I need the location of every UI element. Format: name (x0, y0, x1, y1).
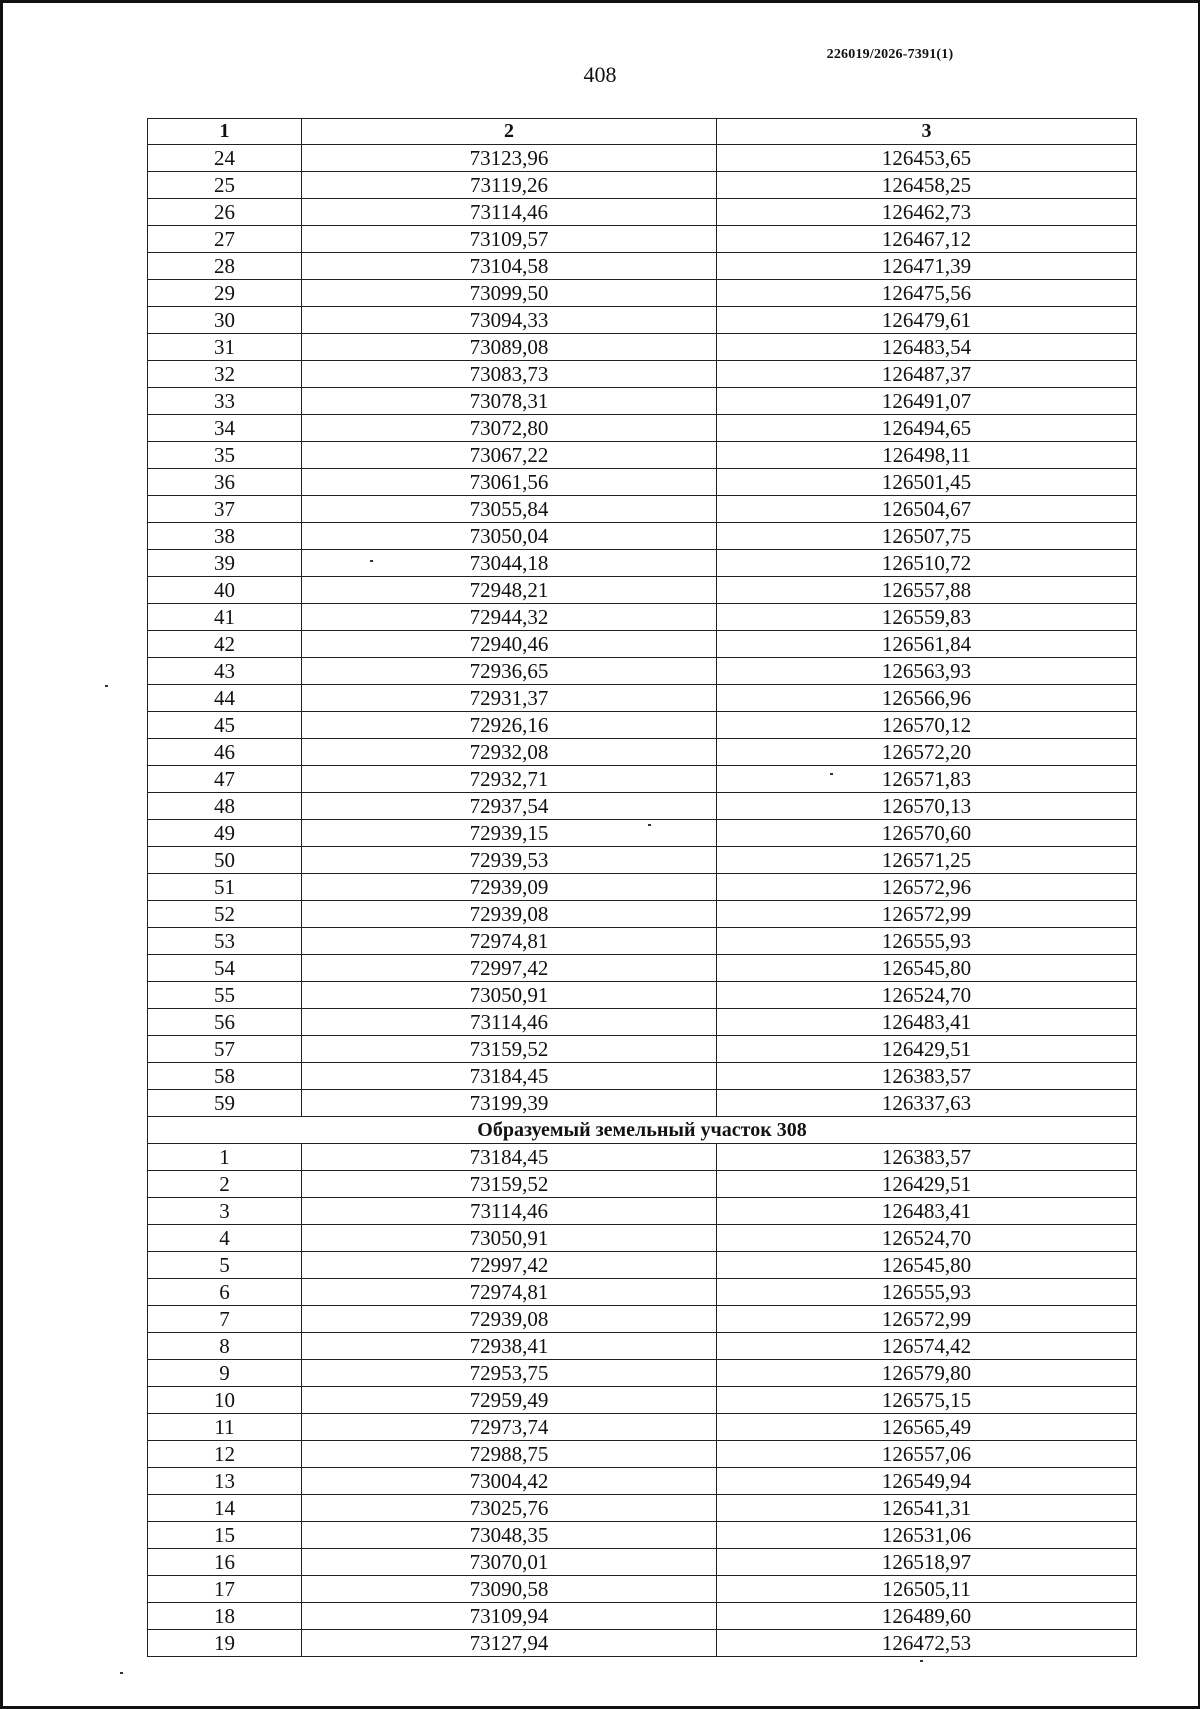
table-row (148, 550, 1137, 577)
x-coordinate-cell: 72939,08 (302, 901, 717, 928)
x-coordinate-cell: 72938,41 (302, 1333, 717, 1360)
table-row (148, 1630, 1137, 1657)
table-row (148, 280, 1137, 307)
x-coordinate-cell: 73159,52 (302, 1036, 717, 1063)
point-number-cell: 6 (148, 1279, 302, 1306)
point-number-cell: 3 (148, 1198, 302, 1225)
x-coordinate-cell: 73127,94 (302, 1630, 717, 1657)
x-coordinate-cell: 73004,42 (302, 1468, 717, 1495)
column-header-2: 2 (302, 119, 717, 145)
x-coordinate-cell: 72932,08 (302, 739, 717, 766)
table-row (148, 1576, 1137, 1603)
y-coordinate-cell: 126574,42 (717, 1333, 1137, 1360)
point-number-cell: 24 (148, 145, 302, 172)
x-coordinate-cell: 72948,21 (302, 577, 717, 604)
table-row (148, 469, 1137, 496)
table-body-part-2 (148, 1144, 1137, 1657)
y-coordinate-cell: 126579,80 (717, 1360, 1137, 1387)
table-row (148, 685, 1137, 712)
y-coordinate-cell: 126429,51 (717, 1171, 1137, 1198)
section-row (148, 1117, 1137, 1144)
y-coordinate-cell: 126531,06 (717, 1522, 1137, 1549)
x-coordinate-cell: 73061,56 (302, 469, 717, 496)
table-row (148, 1549, 1137, 1576)
y-coordinate-cell: 126541,31 (717, 1495, 1137, 1522)
table-row (148, 1603, 1137, 1630)
y-coordinate-cell: 126494,65 (717, 415, 1137, 442)
x-coordinate-cell: 72926,16 (302, 712, 717, 739)
table-row (148, 1495, 1137, 1522)
y-coordinate-cell: 126383,57 (717, 1063, 1137, 1090)
point-number-cell: 40 (148, 577, 302, 604)
table-row (148, 361, 1137, 388)
point-number-cell: 51 (148, 874, 302, 901)
point-number-cell: 37 (148, 496, 302, 523)
table-row (148, 766, 1137, 793)
point-number-cell: 52 (148, 901, 302, 928)
x-coordinate-cell: 73099,50 (302, 280, 717, 307)
table-row (148, 253, 1137, 280)
y-coordinate-cell: 126429,51 (717, 1036, 1137, 1063)
y-coordinate-cell: 126467,12 (717, 226, 1137, 253)
point-number-cell: 26 (148, 199, 302, 226)
table-row (148, 199, 1137, 226)
point-number-cell: 56 (148, 1009, 302, 1036)
point-number-cell: 13 (148, 1468, 302, 1495)
y-coordinate-cell: 126471,39 (717, 253, 1137, 280)
table-row (148, 793, 1137, 820)
point-number-cell: 16 (148, 1549, 302, 1576)
point-number-cell: 38 (148, 523, 302, 550)
point-number-cell: 9 (148, 1360, 302, 1387)
x-coordinate-cell: 72973,74 (302, 1414, 717, 1441)
x-coordinate-cell: 72931,37 (302, 685, 717, 712)
point-number-cell: 5 (148, 1252, 302, 1279)
x-coordinate-cell: 73050,04 (302, 523, 717, 550)
x-coordinate-cell: 73114,46 (302, 1009, 717, 1036)
point-number-cell: 29 (148, 280, 302, 307)
table-row (148, 631, 1137, 658)
y-coordinate-cell: 126505,11 (717, 1576, 1137, 1603)
x-coordinate-cell: 73094,33 (302, 307, 717, 334)
table-row (148, 928, 1137, 955)
document-number: 226019/2026-7391(1) (826, 47, 954, 62)
x-coordinate-cell: 72936,65 (302, 658, 717, 685)
y-coordinate-cell: 126571,25 (717, 847, 1137, 874)
y-coordinate-cell: 126572,96 (717, 874, 1137, 901)
scan-speck (920, 1660, 923, 1662)
x-coordinate-cell: 73184,45 (302, 1144, 717, 1171)
table-row (148, 1441, 1137, 1468)
table-row (148, 658, 1137, 685)
y-coordinate-cell: 126462,73 (717, 199, 1137, 226)
point-number-cell: 19 (148, 1630, 302, 1657)
y-coordinate-cell: 126504,67 (717, 496, 1137, 523)
point-number-cell: 53 (148, 928, 302, 955)
y-coordinate-cell: 126501,45 (717, 469, 1137, 496)
y-coordinate-cell: 126565,49 (717, 1414, 1137, 1441)
section-title: Образуемый земельный участок 308 (148, 1117, 1137, 1144)
y-coordinate-cell: 126458,25 (717, 172, 1137, 199)
y-coordinate-cell: 126572,99 (717, 901, 1137, 928)
x-coordinate-cell: 72939,09 (302, 874, 717, 901)
x-coordinate-cell: 73055,84 (302, 496, 717, 523)
y-coordinate-cell: 126483,54 (717, 334, 1137, 361)
table-row (148, 1387, 1137, 1414)
table-row (148, 982, 1137, 1009)
y-coordinate-cell: 126475,56 (717, 280, 1137, 307)
y-coordinate-cell: 126507,75 (717, 523, 1137, 550)
scan-speck (370, 560, 373, 562)
x-coordinate-cell: 72944,32 (302, 604, 717, 631)
table-row (148, 523, 1137, 550)
x-coordinate-cell: 73078,31 (302, 388, 717, 415)
table-row (148, 172, 1137, 199)
table-row (148, 874, 1137, 901)
y-coordinate-cell: 126545,80 (717, 955, 1137, 982)
coordinates-table (147, 118, 1137, 1657)
x-coordinate-cell: 73067,22 (302, 442, 717, 469)
x-coordinate-cell: 72937,54 (302, 793, 717, 820)
x-coordinate-cell: 73123,96 (302, 145, 717, 172)
point-number-cell: 48 (148, 793, 302, 820)
point-number-cell: 2 (148, 1171, 302, 1198)
table-row (148, 1279, 1137, 1306)
x-coordinate-cell: 72939,15 (302, 820, 717, 847)
y-coordinate-cell: 126453,65 (717, 145, 1137, 172)
table-row (148, 145, 1137, 172)
x-coordinate-cell: 72997,42 (302, 955, 717, 982)
column-header-3: 3 (717, 119, 1137, 145)
point-number-cell: 33 (148, 388, 302, 415)
table-row (148, 1036, 1137, 1063)
section-block (148, 1117, 1137, 1144)
point-number-cell: 30 (148, 307, 302, 334)
point-number-cell: 50 (148, 847, 302, 874)
table-row (148, 1198, 1137, 1225)
table-row (148, 1333, 1137, 1360)
y-coordinate-cell: 126559,83 (717, 604, 1137, 631)
x-coordinate-cell: 72997,42 (302, 1252, 717, 1279)
y-coordinate-cell: 126524,70 (717, 982, 1137, 1009)
point-number-cell: 55 (148, 982, 302, 1009)
table-row (148, 442, 1137, 469)
point-number-cell: 1 (148, 1144, 302, 1171)
table-row (148, 739, 1137, 766)
y-coordinate-cell: 126487,37 (717, 361, 1137, 388)
point-number-cell: 17 (148, 1576, 302, 1603)
y-coordinate-cell: 126561,84 (717, 631, 1137, 658)
x-coordinate-cell: 72940,46 (302, 631, 717, 658)
table-row (148, 1360, 1137, 1387)
table-row (148, 496, 1137, 523)
point-number-cell: 31 (148, 334, 302, 361)
point-number-cell: 34 (148, 415, 302, 442)
point-number-cell: 42 (148, 631, 302, 658)
point-number-cell: 28 (148, 253, 302, 280)
y-coordinate-cell: 126337,63 (717, 1090, 1137, 1117)
point-number-cell: 15 (148, 1522, 302, 1549)
table-header (148, 119, 1137, 145)
x-coordinate-cell: 73083,73 (302, 361, 717, 388)
y-coordinate-cell: 126570,60 (717, 820, 1137, 847)
y-coordinate-cell: 126545,80 (717, 1252, 1137, 1279)
point-number-cell: 36 (148, 469, 302, 496)
point-number-cell: 25 (148, 172, 302, 199)
table-row (148, 1522, 1137, 1549)
scan-speck (105, 685, 108, 687)
x-coordinate-cell: 73184,45 (302, 1063, 717, 1090)
table-row (148, 1252, 1137, 1279)
table-row (148, 604, 1137, 631)
table-row (148, 577, 1137, 604)
y-coordinate-cell: 126570,12 (717, 712, 1137, 739)
x-coordinate-cell: 72974,81 (302, 928, 717, 955)
point-number-cell: 18 (148, 1603, 302, 1630)
table-row (148, 1306, 1137, 1333)
table-row (148, 307, 1137, 334)
x-coordinate-cell: 73044,18 (302, 550, 717, 577)
point-number-cell: 57 (148, 1036, 302, 1063)
y-coordinate-cell: 126555,93 (717, 928, 1137, 955)
x-coordinate-cell: 73104,58 (302, 253, 717, 280)
table-row (148, 1009, 1137, 1036)
header-row (148, 119, 1137, 145)
scan-speck (120, 1672, 123, 1674)
point-number-cell: 11 (148, 1414, 302, 1441)
table-row (148, 415, 1137, 442)
y-coordinate-cell: 126510,72 (717, 550, 1137, 577)
y-coordinate-cell: 126472,53 (717, 1630, 1137, 1657)
column-header-1: 1 (148, 119, 302, 145)
table-row (148, 226, 1137, 253)
y-coordinate-cell: 126570,13 (717, 793, 1137, 820)
point-number-cell: 58 (148, 1063, 302, 1090)
x-coordinate-cell: 72932,71 (302, 766, 717, 793)
y-coordinate-cell: 126491,07 (717, 388, 1137, 415)
point-number-cell: 46 (148, 739, 302, 766)
point-number-cell: 10 (148, 1387, 302, 1414)
point-number-cell: 7 (148, 1306, 302, 1333)
x-coordinate-cell: 73159,52 (302, 1171, 717, 1198)
x-coordinate-cell: 73114,46 (302, 199, 717, 226)
table-row (148, 712, 1137, 739)
table-row (148, 820, 1137, 847)
y-coordinate-cell: 126572,20 (717, 739, 1137, 766)
x-coordinate-cell: 72959,49 (302, 1387, 717, 1414)
point-number-cell: 47 (148, 766, 302, 793)
table-row (148, 1063, 1137, 1090)
x-coordinate-cell: 73109,94 (302, 1603, 717, 1630)
point-number-cell: 32 (148, 361, 302, 388)
point-number-cell: 8 (148, 1333, 302, 1360)
y-coordinate-cell: 126566,96 (717, 685, 1137, 712)
x-coordinate-cell: 73025,76 (302, 1495, 717, 1522)
table-body-part-1 (148, 145, 1137, 1117)
point-number-cell: 39 (148, 550, 302, 577)
y-coordinate-cell: 126575,15 (717, 1387, 1137, 1414)
point-number-cell: 43 (148, 658, 302, 685)
point-number-cell: 59 (148, 1090, 302, 1117)
y-coordinate-cell: 126383,57 (717, 1144, 1137, 1171)
point-number-cell: 27 (148, 226, 302, 253)
table-row (148, 1225, 1137, 1252)
x-coordinate-cell: 73114,46 (302, 1198, 717, 1225)
x-coordinate-cell: 73109,57 (302, 226, 717, 253)
point-number-cell: 4 (148, 1225, 302, 1252)
table-row (148, 955, 1137, 982)
y-coordinate-cell: 126572,99 (717, 1306, 1137, 1333)
x-coordinate-cell: 73089,08 (302, 334, 717, 361)
x-coordinate-cell: 72974,81 (302, 1279, 717, 1306)
y-coordinate-cell: 126563,93 (717, 658, 1137, 685)
x-coordinate-cell: 73090,58 (302, 1576, 717, 1603)
x-coordinate-cell: 73070,01 (302, 1549, 717, 1576)
table-row (148, 1144, 1137, 1171)
table-row (148, 334, 1137, 361)
table-row (148, 847, 1137, 874)
table-row (148, 388, 1137, 415)
x-coordinate-cell: 73199,39 (302, 1090, 717, 1117)
y-coordinate-cell: 126555,93 (717, 1279, 1137, 1306)
scan-speck (648, 824, 651, 826)
x-coordinate-cell: 72953,75 (302, 1360, 717, 1387)
table-row (148, 1171, 1137, 1198)
y-coordinate-cell: 126518,97 (717, 1549, 1137, 1576)
table-row (148, 901, 1137, 928)
x-coordinate-cell: 73050,91 (302, 982, 717, 1009)
x-coordinate-cell: 73048,35 (302, 1522, 717, 1549)
point-number-cell: 49 (148, 820, 302, 847)
y-coordinate-cell: 126557,06 (717, 1441, 1137, 1468)
point-number-cell: 14 (148, 1495, 302, 1522)
table-row (148, 1090, 1137, 1117)
y-coordinate-cell: 126524,70 (717, 1225, 1137, 1252)
x-coordinate-cell: 72939,53 (302, 847, 717, 874)
point-number-cell: 41 (148, 604, 302, 631)
page-number: 408 (583, 62, 617, 87)
x-coordinate-cell: 73050,91 (302, 1225, 717, 1252)
y-coordinate-cell: 126479,61 (717, 307, 1137, 334)
y-coordinate-cell: 126483,41 (717, 1009, 1137, 1036)
y-coordinate-cell: 126557,88 (717, 577, 1137, 604)
x-coordinate-cell: 72988,75 (302, 1441, 717, 1468)
y-coordinate-cell: 126483,41 (717, 1198, 1137, 1225)
x-coordinate-cell: 73119,26 (302, 172, 717, 199)
y-coordinate-cell: 126571,83 (717, 766, 1137, 793)
y-coordinate-cell: 126549,94 (717, 1468, 1137, 1495)
point-number-cell: 45 (148, 712, 302, 739)
scan-speck (830, 773, 833, 775)
point-number-cell: 35 (148, 442, 302, 469)
y-coordinate-cell: 126489,60 (717, 1603, 1137, 1630)
point-number-cell: 44 (148, 685, 302, 712)
point-number-cell: 54 (148, 955, 302, 982)
x-coordinate-cell: 73072,80 (302, 415, 717, 442)
y-coordinate-cell: 126498,11 (717, 442, 1137, 469)
table-row (148, 1414, 1137, 1441)
table-row (148, 1468, 1137, 1495)
x-coordinate-cell: 72939,08 (302, 1306, 717, 1333)
point-number-cell: 12 (148, 1441, 302, 1468)
